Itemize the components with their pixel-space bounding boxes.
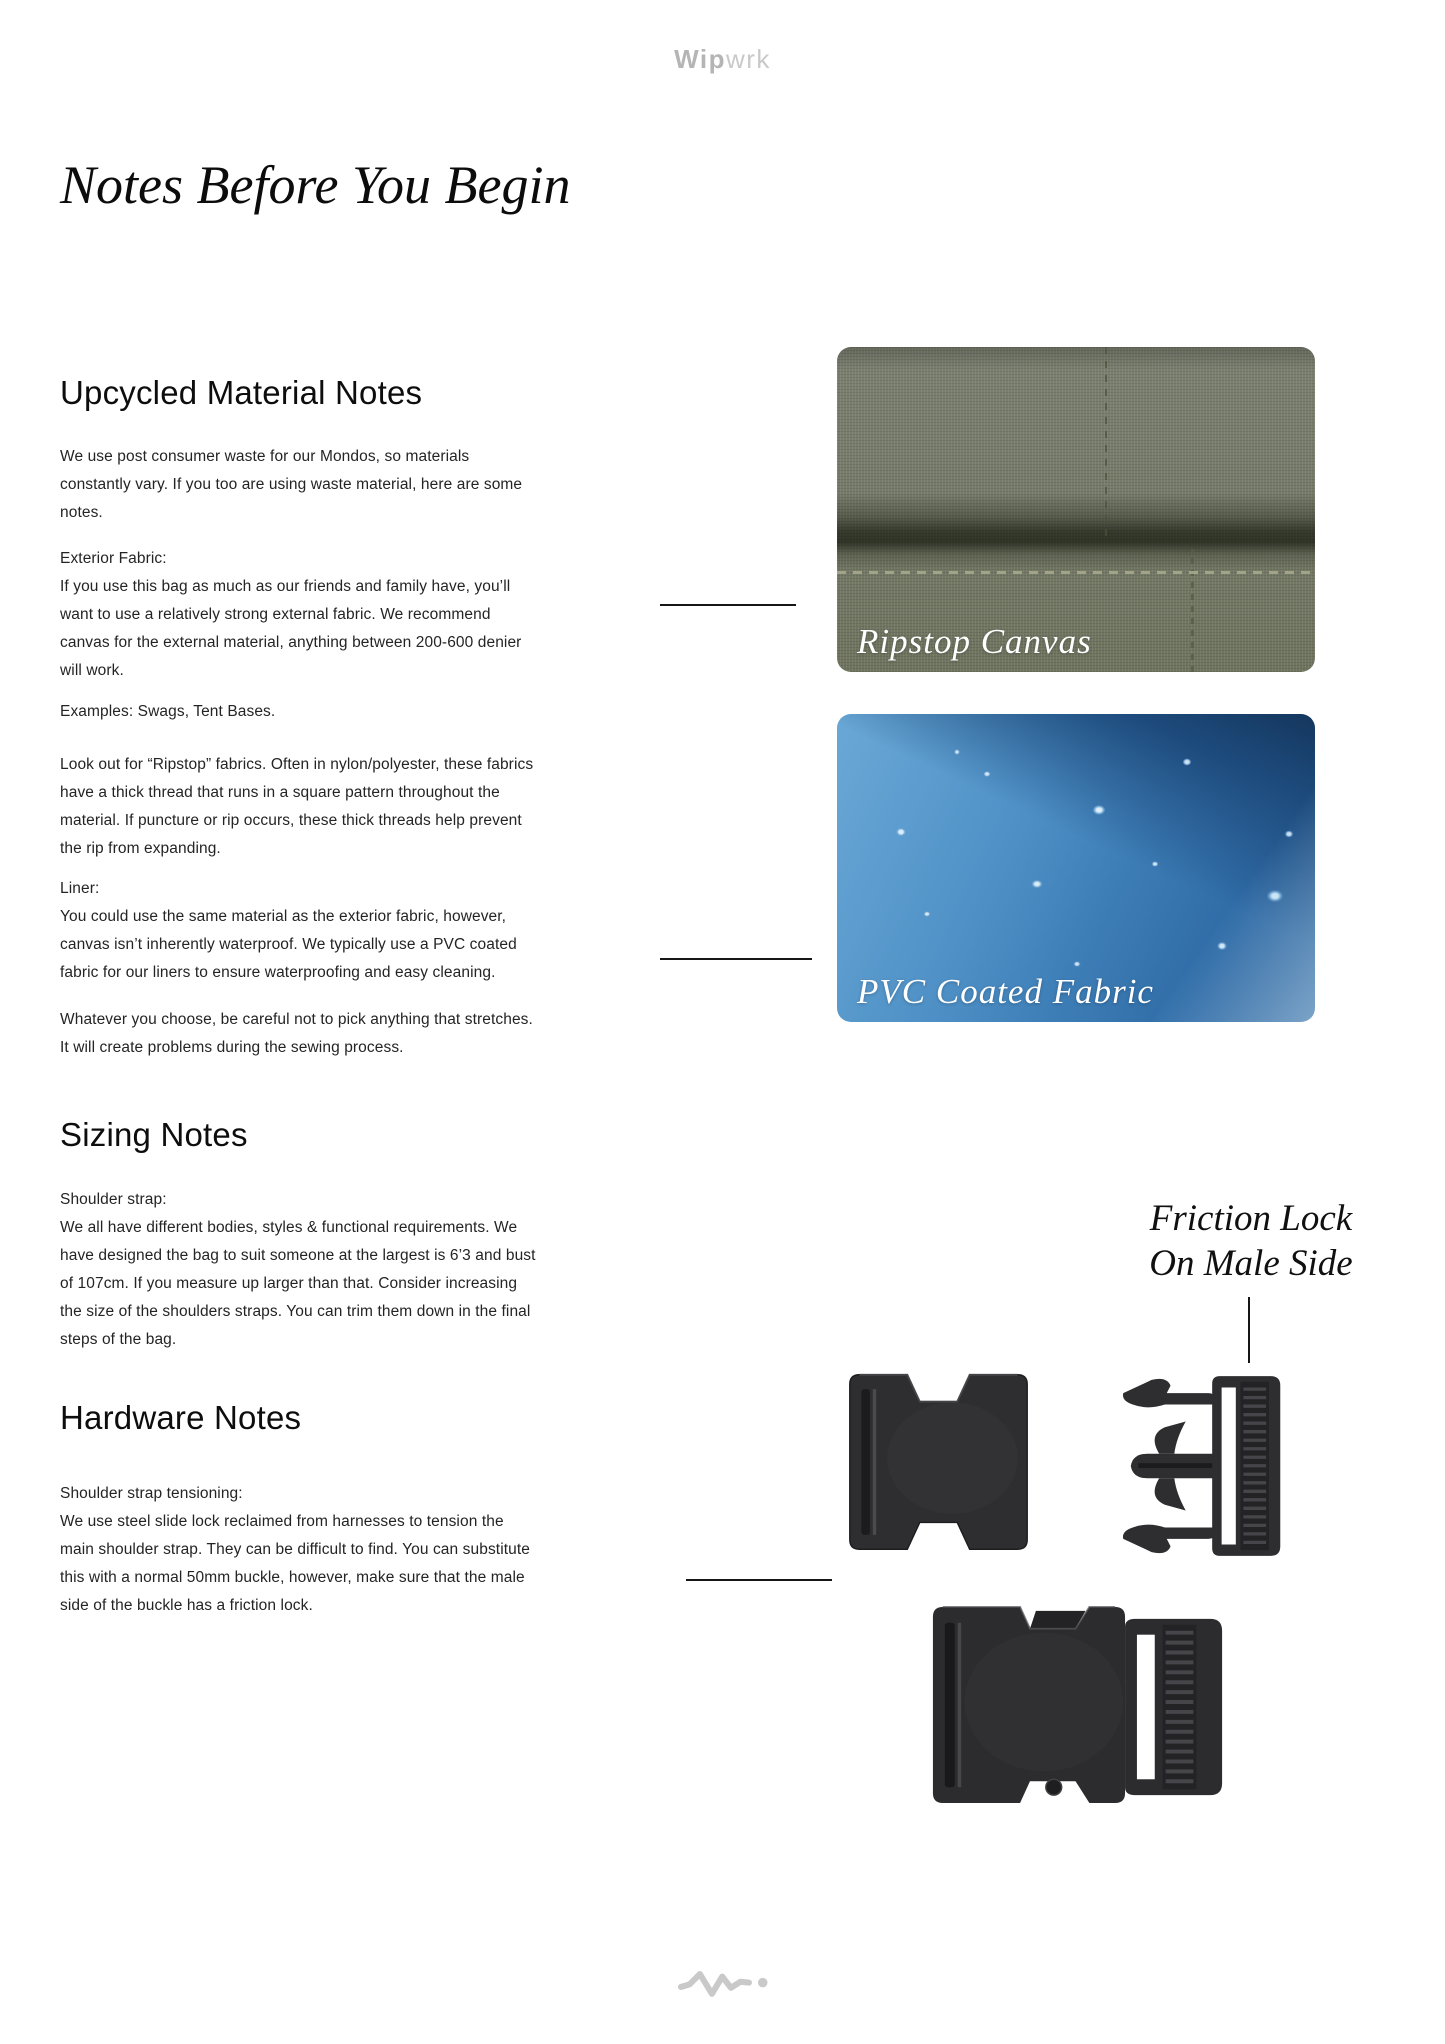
strap-tensioning-body: We use steel slide lock reclaimed from harnesses to tension the main shoulder strap. They can be difficult to find. You can substitute this with a normal 50mm buckle, however, make sure that the male side of the buckle has a friction lock.: [60, 1513, 530, 1614]
connector-line-liner-to-pvc: [660, 958, 812, 960]
friction-annotation-pointer-line: [1248, 1297, 1250, 1363]
page-title: Notes Before You Begin: [60, 155, 571, 215]
buckle-assembled-image: [925, 1592, 1232, 1818]
exterior-fabric-body: If you use this bag as much as our friends and family have, you’ll want to use a relatively strong external fabric. We recommend canvas for the external material, anything between 200-600 denier will work.: [60, 578, 522, 679]
friction-lock-annotation-line2: On Male Side: [1149, 1243, 1353, 1284]
pvc-fabric-caption: PVC Coated Fabric: [857, 972, 1154, 1011]
liner-body: You could use the same material as the exterior fabric, however, canvas isn’t inherently waterproof. We typically use a PVC coated fabric for our liners to ensure waterproofing and easy cleaning.: [60, 908, 517, 981]
hardware-notes-heading: Hardware Notes: [60, 1399, 302, 1436]
canvas-seam-vertical: [1105, 347, 1107, 536]
shoulder-strap-label: Shoulder strap:: [60, 1191, 167, 1208]
friction-lock-annotation-line1: Friction Lock: [1149, 1198, 1353, 1239]
upcycled-material-notes-heading: Upcycled Material Notes: [60, 374, 423, 411]
connector-line-exterior-to-canvas: [660, 604, 796, 606]
strap-tensioning-paragraph: [60, 1480, 538, 1620]
buckle-male-side-image: [1110, 1372, 1285, 1560]
canvas-seam-vertical-2: [1191, 549, 1194, 673]
canvas-seam-horizontal: [837, 571, 1315, 574]
buckle-female-side-image: [845, 1368, 1032, 1556]
shoulder-strap-body: We all have different bodies, styles & functional requirements. We have designed the bag to suit someone at the largest is 6’3 and bust of 107cm. If you measure up larger than that. Consider increasing the size of the shoulders straps. You can trim them down in the final steps of the bag.: [60, 1219, 536, 1348]
examples-line: Examples: Swags, Tent Bases.: [60, 703, 276, 720]
liner-paragraph: [60, 875, 538, 987]
ripstop-canvas-image: [837, 347, 1315, 672]
connector-line-hardware-to-buckles: [686, 1579, 832, 1581]
exterior-fabric-label: Exterior Fabric:: [60, 550, 167, 567]
footer-squiggle-icon: [676, 1968, 772, 1999]
upcycled-intro-paragraph: We use post consumer waste for our Mondos, so materials constantly vary. If you too are using waste material, here are some notes.: [60, 448, 523, 521]
pvc-coated-fabric-image: [837, 714, 1315, 1022]
ripstop-canvas-caption: Ripstop Canvas: [857, 622, 1092, 661]
stretch-note-paragraph: Whatever you choose, be careful not to pick anything that stretches. It will create problems during the sewing process.: [60, 1011, 533, 1056]
brand-logo: [0, 44, 1445, 75]
ripstop-paragraph: Look out for “Ripstop” fabrics. Often in nylon/polyester, these fabrics have a thick thread that runs in a square pattern throughout the material. If puncture or rip occurs, these thick threads help prevent the rip from expanding.: [60, 756, 534, 857]
brand-logo-light: wrk: [725, 44, 771, 74]
friction-lock-annotation: [1118, 1196, 1384, 1286]
brand-logo-bold: Wip: [674, 44, 726, 74]
exterior-fabric-paragraph: [60, 545, 538, 685]
strap-tensioning-label: Shoulder strap tensioning:: [60, 1485, 243, 1502]
sizing-notes-heading: Sizing Notes: [60, 1116, 248, 1153]
liner-label: Liner:: [60, 880, 100, 897]
shoulder-strap-paragraph: [60, 1186, 538, 1354]
